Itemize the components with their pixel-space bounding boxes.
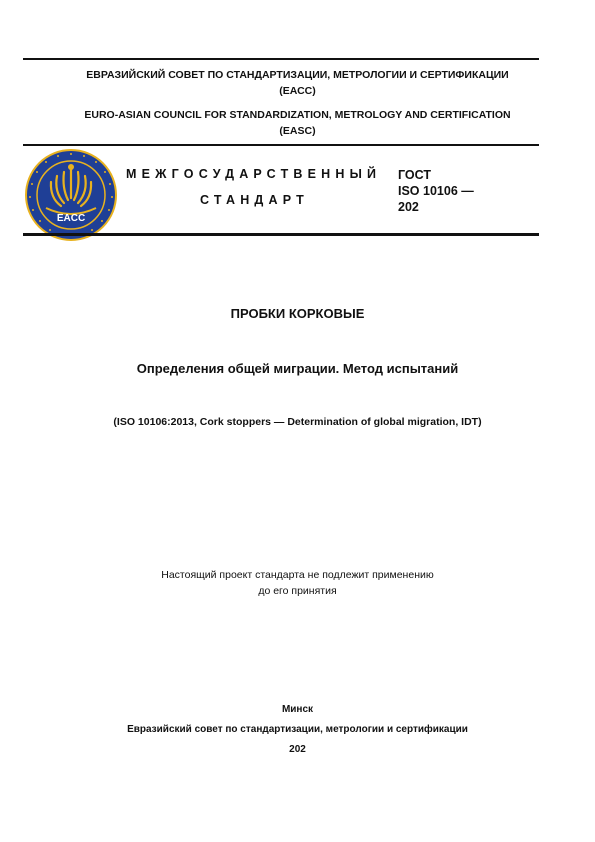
council-name-ru-line2: (ЕАСС) xyxy=(279,85,316,97)
standard-code-line3: 202 xyxy=(398,200,419,214)
iso-reference: (ISO 10106:2013, Cork stoppers — Determination of global migration, IDT) xyxy=(113,416,482,428)
council-name-ru xyxy=(0,67,595,99)
standard-code-line1: ГОСТ xyxy=(398,168,431,182)
header-rule xyxy=(23,144,539,146)
publication-year: 202 xyxy=(289,744,306,755)
standard-type-line1: МЕЖГОСУДАРСТВЕННЫЙ xyxy=(126,167,382,181)
publisher: Евразийский совет по стандартизации, метрологии и сертификации xyxy=(127,724,468,735)
easc-logo xyxy=(24,148,118,242)
standard-code xyxy=(398,167,474,215)
draft-notice-line2: до его принятия xyxy=(258,585,337,597)
top-rule xyxy=(23,58,539,60)
draft-notice xyxy=(0,567,595,599)
publication-city: Минск xyxy=(281,704,314,715)
document-title: ПРОБКИ КОРКОВЫЕ xyxy=(230,306,365,321)
document-subtitle: Определения общей миграции. Метод испытаний xyxy=(136,361,459,376)
council-name-ru-line1: ЕВРАЗИЙСКИЙ СОВЕТ ПО СТАНДАРТИЗАЦИИ, МЕТРОЛОГИИ И СЕРТИФИКАЦИИ xyxy=(86,69,509,81)
council-name-en-line2: (EASC) xyxy=(279,125,316,137)
council-name-en-line1: EURO-ASIAN COUNCIL FOR STANDARDIZATION, METROLOGY AND CERTIFICATION xyxy=(84,109,511,121)
draft-notice-line1: Настоящий проект стандарта не подлежит применению xyxy=(161,569,434,581)
council-name-en xyxy=(0,107,595,139)
standard-code-line2: ISO 10106 — xyxy=(398,184,474,198)
header-bottom-rule xyxy=(23,233,539,236)
easc-logo-emblem xyxy=(24,148,118,242)
logo-text: EACC xyxy=(56,213,86,224)
standard-type-line2: СТАНДАРТ xyxy=(200,193,309,207)
